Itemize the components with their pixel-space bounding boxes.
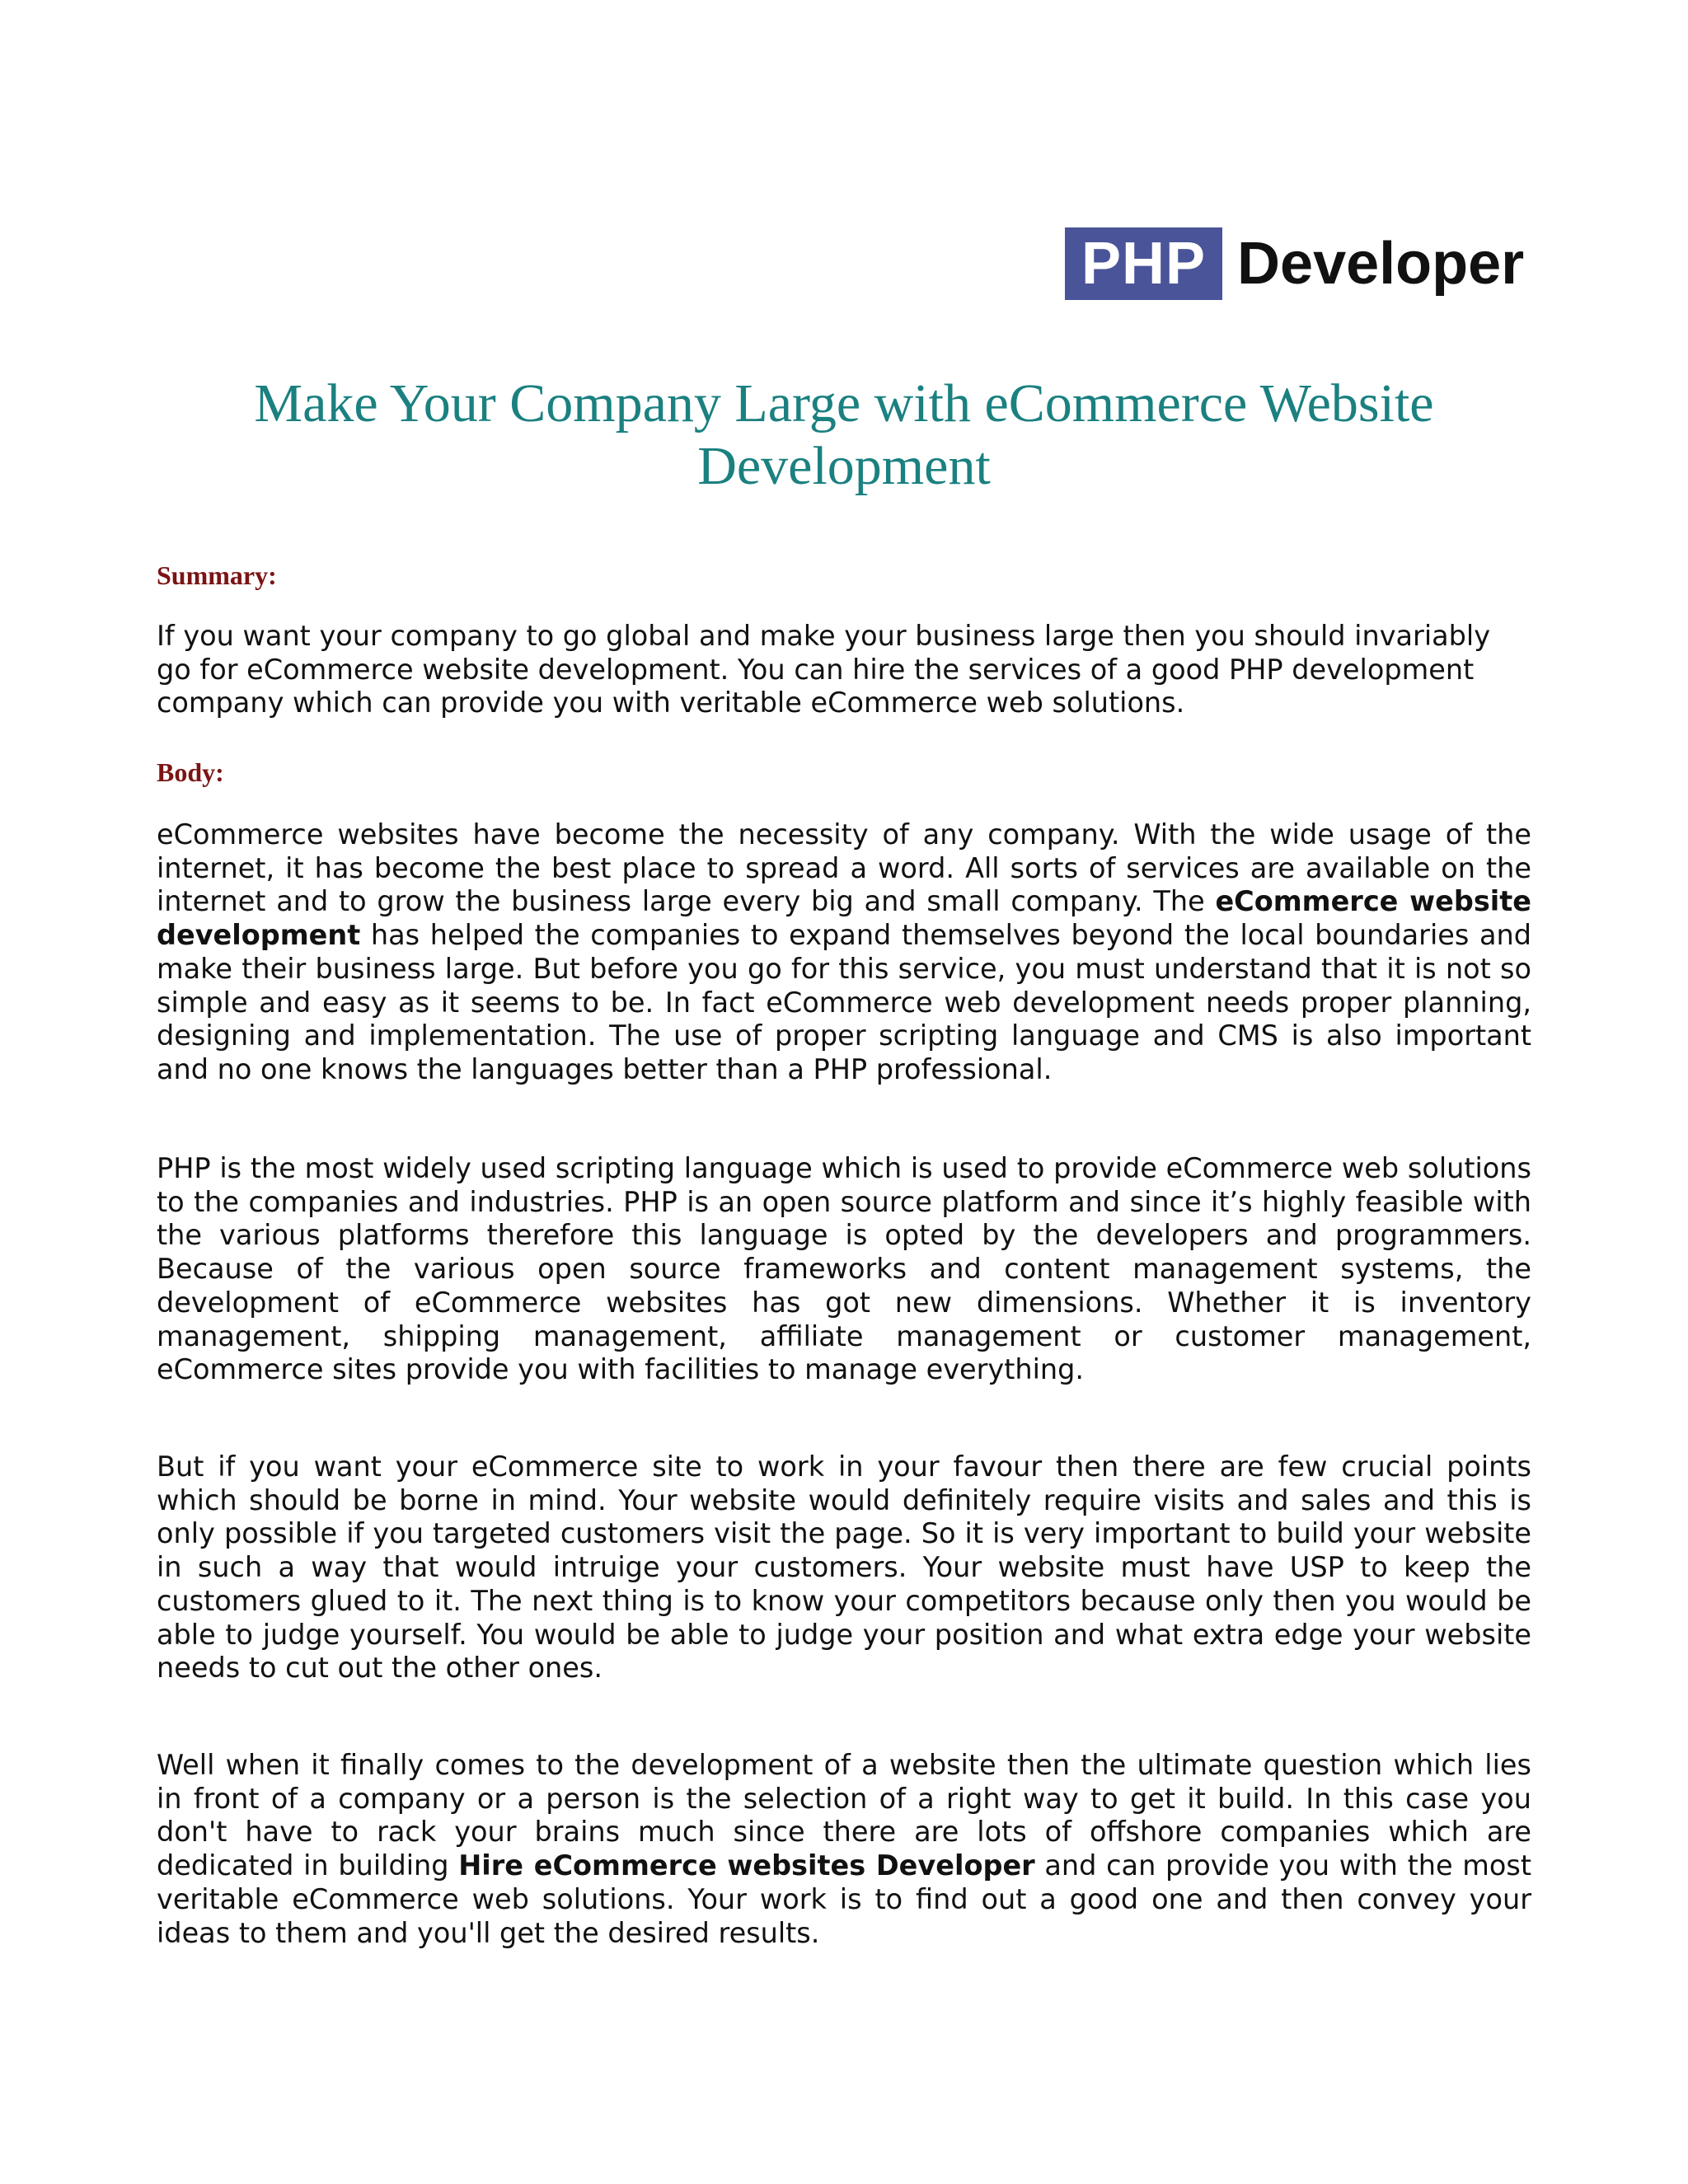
php-developer-logo xyxy=(1065,227,1524,300)
logo-text: Developer xyxy=(1237,231,1525,297)
logo-box: PHP xyxy=(1065,227,1222,300)
body-heading: Body: xyxy=(157,757,224,787)
hire-ecommerce-developer-keyword: Hire eCommerce websites Developer xyxy=(458,1849,1035,1882)
ecommerce-website-development-keyword: eCommerce website development xyxy=(157,885,1531,952)
body-paragraph-4-text-a: Well when it finally comes to the development of a website then the ultimate question which lies in front of a company or a person is the selection of a right way to get it build. In this case you don't have to rack your brains much since there are lots of offshore companies which are dedicated in building xyxy=(157,1749,1531,1882)
body-paragraph-1-text-b: has helped the companies to expand themselves beyond the local boundaries and make their business large. But before you go for this service, you must understand that it is not so simple and easy as it seems to be. In fact eCommerce web development needs proper planning, designing and implementation. The use of proper scripting language and CMS is also important and no one knows the languages better than a PHP professional. xyxy=(157,919,1531,1085)
body-paragraph-4-text-b: and can provide you with the most veritable eCommerce web solutions. Your work is to find out a good one and then convey your ideas to them and you'll get the desired results. xyxy=(157,1849,1531,1949)
body-paragraph-1 xyxy=(157,818,1531,1087)
body-paragraph-4 xyxy=(157,1749,1531,1950)
body-paragraph-3: But if you want your eCommerce site to work in your favour then there are few crucial points which should be borne in mind. Your website would definitely require visits and sales and this is only possible if you targeted customers visit the page. So it is very important to build your website in such a way that would intruige your customers. Your website must have USP to keep the customers glued to it. The next thing is to know your competitors because only then you would be able to judge yourself. You would be able to judge your position and what extra edge your website needs to cut out the other ones. xyxy=(157,1451,1531,1685)
body-paragraph-1-text-a: eCommerce websites have become the necessity of any company. With the wide usage of the internet, it has become the best place to spread a word. All sorts of services are available on the internet and to grow the business large every big and small company. The xyxy=(157,818,1531,918)
summary-paragraph: If you want your company to go global and make your business large then you should invariably go for eCommerce website development. You can hire the services of a good PHP development company which can provide you with veritable eCommerce web solutions. xyxy=(157,620,1491,719)
page-title: Make Your Company Large with eCommerce Website Development xyxy=(254,373,1434,496)
summary-heading: Summary: xyxy=(157,560,277,590)
body-paragraph-2: PHP is the most widely used scripting language which is used to provide eCommerce web solutions to the companies and industries. PHP is an open source platform and since it’s highly feasible with the various platforms therefore this language is opted by the developers and programmers. Because of the various open source frameworks and content management systems, the development of eCommerce websites has got new dimensions. Whether it is inventory management, shipping management, affiliate management or customer management, eCommerce sites provide you with facilities to manage everything. xyxy=(157,1152,1531,1386)
